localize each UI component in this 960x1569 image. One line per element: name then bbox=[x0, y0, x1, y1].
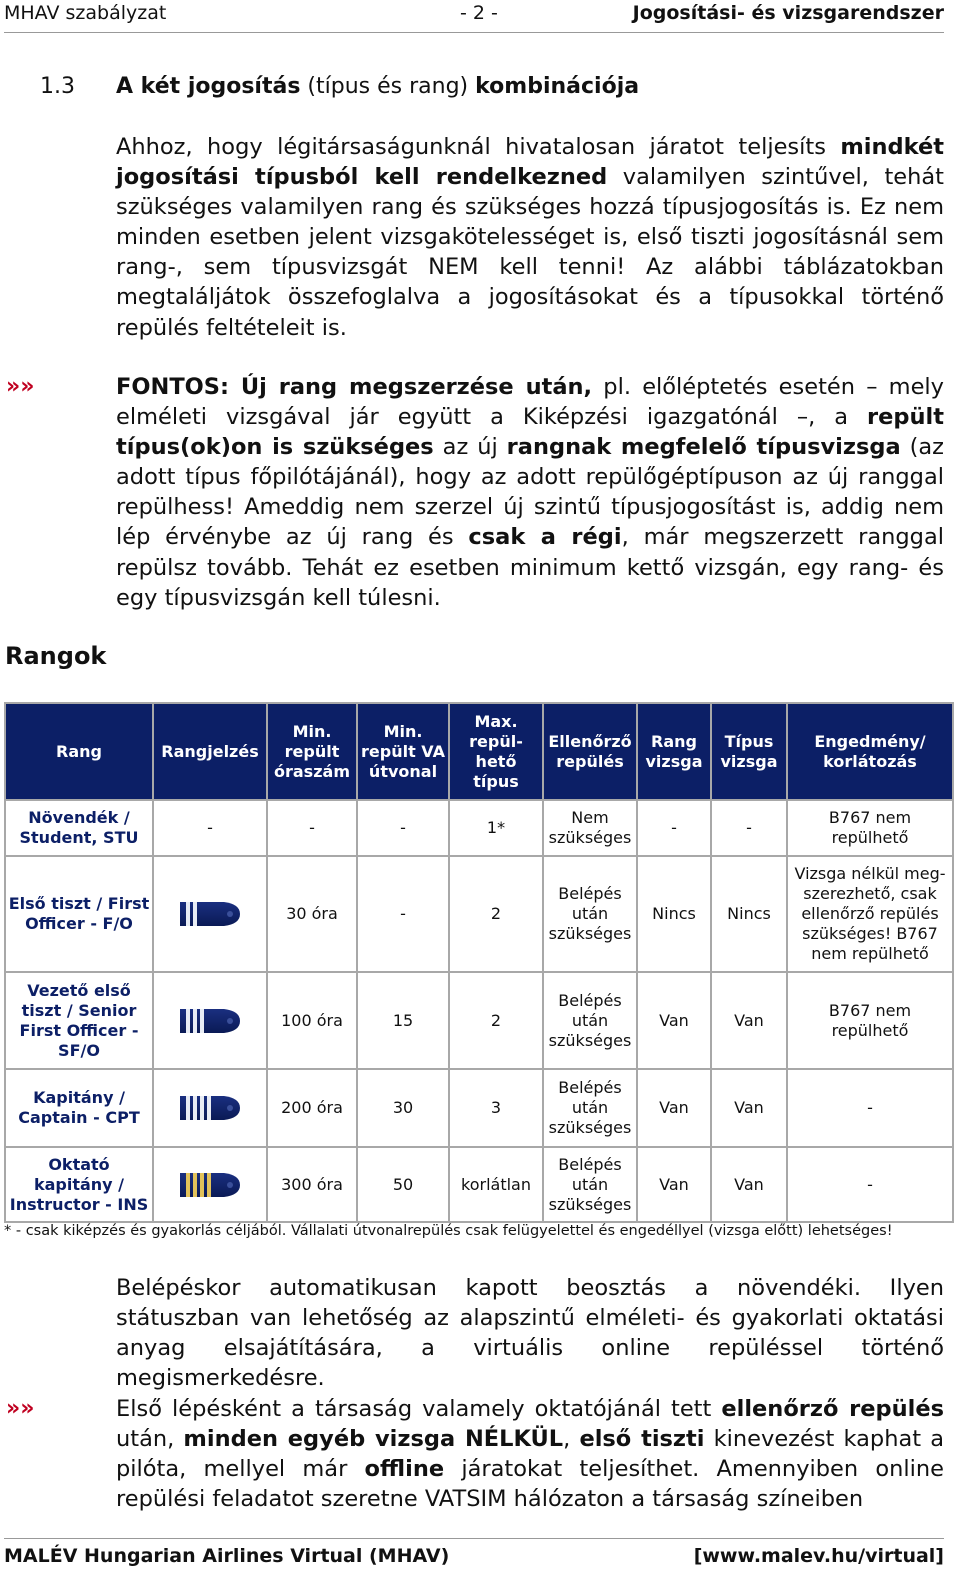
table-row bbox=[5, 856, 953, 972]
first-step-marker: »» bbox=[6, 1396, 35, 1421]
rank-name: Első tiszt / First Officer - F/O bbox=[5, 856, 153, 972]
min-routes: 30 bbox=[357, 1069, 449, 1147]
min-routes: - bbox=[357, 856, 449, 972]
insignia-cell bbox=[153, 856, 267, 972]
rank-name: Vezető első tiszt / Senior First Officer - SF/O bbox=[5, 972, 153, 1069]
col-header-rank: Rang bbox=[5, 703, 153, 800]
type-exam: - bbox=[711, 800, 787, 856]
min-routes: - bbox=[357, 800, 449, 856]
col-header-insignia: Rangjelzés bbox=[153, 703, 267, 800]
min-hours: 300 óra bbox=[267, 1147, 357, 1222]
insignia-cell bbox=[153, 972, 267, 1069]
epaulette-stripe bbox=[193, 1096, 197, 1120]
epaulette-stripe bbox=[193, 1173, 197, 1197]
section-title: A két jogosítás (típus és rang) kombinációja bbox=[116, 74, 640, 99]
min-hours: 30 óra bbox=[267, 856, 357, 972]
insignia-cell bbox=[153, 1147, 267, 1222]
important-marker: »» bbox=[6, 374, 35, 399]
col-header-min-hours: Min. repült óraszám bbox=[267, 703, 357, 800]
intro-paragraph: Ahhoz, hogy légitársaságunknál hivatalosan járatot teljesíts mindkét jogosítási típusból kell rendelkezned valamilyen szintűvel, tehát szükséges valamilyen rang és szükséges hozzá típusjogosítás is. Ez nem minden esetben jelent vizsgakötelességet is, első tiszti jogosításnál sem rang-, sem típusvizsgát NEM kell tenni! Az alábbi táblázatokban megtaláljátok összefoglalva a jogosításokat és a típusokkal történő repülés feltételeit is. bbox=[116, 134, 944, 341]
restriction: B767 nem repülhető bbox=[787, 800, 953, 856]
epaulette-stripe bbox=[200, 1173, 204, 1197]
epaulette-2-stripes-icon bbox=[178, 896, 242, 932]
rank-exam: Nincs bbox=[637, 856, 711, 972]
rank-exam: Van bbox=[637, 1147, 711, 1222]
footer-company: MALÉV Hungarian Airlines Virtual (MHAV) bbox=[4, 1545, 450, 1567]
check-flight: Nem szükséges bbox=[543, 800, 637, 856]
epaulette-stripe bbox=[186, 902, 190, 926]
section-number: 1.3 bbox=[40, 74, 75, 99]
first-step-paragraph: Első lépésként a társaság valamely oktatójánál tett ellenőrző repülés után, minden egyéb vizsga NÉLKÜL, első tiszti kinevezést kaphat a pilóta, mellyel már offline járatokat teljesíthet. Amennyiben online repülési feladatot szeretne VATSIM hálózaton a társaság színeiben bbox=[116, 1396, 944, 1513]
header-chapter-title: Jogosítási- és vizsgarendszer bbox=[632, 2, 944, 24]
ranks-heading: Rangok bbox=[5, 642, 107, 670]
col-header-max-types: Max. repül-hető típus bbox=[449, 703, 543, 800]
type-exam: Van bbox=[711, 1069, 787, 1147]
max-types: 3 bbox=[449, 1069, 543, 1147]
check-flight: Belépés után szükséges bbox=[543, 972, 637, 1069]
student-paragraph: Belépéskor automatikusan kapott beosztás a növendéki. Ilyen státuszban van lehetőség az alapszintű elméleti- és gyakorlati oktatási anyag elsajátítására, a virtuális online repüléssel történő megismerkedésre. bbox=[116, 1275, 944, 1392]
restriction: Vizsga nélkül meg-szerezhető, csak ellenőrző repülés szükséges! B767 nem repülhető bbox=[787, 856, 953, 972]
epaulette-stripe bbox=[207, 1096, 211, 1120]
epaulette-4-stripes-icon bbox=[178, 1090, 242, 1126]
rank-exam: Van bbox=[637, 1069, 711, 1147]
header-page-number: - 2 - bbox=[460, 2, 498, 24]
col-header-restriction: Engedmény/ korlátozás bbox=[787, 703, 953, 800]
check-flight: Belépés után szükséges bbox=[543, 856, 637, 972]
epaulette-stripe bbox=[186, 1009, 190, 1033]
epaulette-stripe bbox=[200, 1009, 204, 1033]
max-types: 2 bbox=[449, 972, 543, 1069]
rank-name: Kapitány / Captain - CPT bbox=[5, 1069, 153, 1147]
epaulette-stripe bbox=[200, 1096, 204, 1120]
insignia-cell bbox=[153, 1069, 267, 1147]
check-flight: Belépés után szükséges bbox=[543, 1147, 637, 1222]
type-exam: Van bbox=[711, 1147, 787, 1222]
epaulette-stripe bbox=[186, 1096, 190, 1120]
header-doc-title: MHAV szabályzat bbox=[4, 2, 167, 24]
epaulette-4-gold-stripes-icon bbox=[178, 1167, 242, 1203]
type-exam: Nincs bbox=[711, 856, 787, 972]
table-row bbox=[5, 972, 953, 1069]
epaulette-button bbox=[227, 1182, 233, 1188]
check-flight: Belépés után szükséges bbox=[543, 1069, 637, 1147]
min-hours: 200 óra bbox=[267, 1069, 357, 1147]
type-exam: Van bbox=[711, 972, 787, 1069]
table-row bbox=[5, 800, 953, 856]
restriction: - bbox=[787, 1069, 953, 1147]
page-header bbox=[4, 0, 944, 33]
min-routes: 50 bbox=[357, 1147, 449, 1222]
footer-url: [www.malev.hu/virtual] bbox=[693, 1545, 944, 1567]
important-paragraph: FONTOS: Új rang megszerzése után, pl. előléptetés esetén – mely elméleti vizsgával jár együtt a Kiképzési igazgatónál –, a repült típus(ok)on is szükséges az új rangnak megfelelő típusvizsga (az adott típus főpilótájánál), hogy az adott repülőgéptípuson az új ranggal repülhess! Ameddig nem szerzel új szintű típusjogosítást is, addig nem lép érvénybe az új rang és csak a régi, már megszerzett ranggal repülsz tovább. Tehát ez esetben minimum kettő vizsgán, egy rang- és egy típusvizsgán kell túlesni. bbox=[116, 374, 944, 611]
col-header-check-flight: Ellenőrző repülés bbox=[543, 703, 637, 800]
min-hours: 100 óra bbox=[267, 972, 357, 1069]
epaulette-stripe bbox=[193, 902, 197, 926]
rank-name: Oktató kapitány / Instructor - INS bbox=[5, 1147, 153, 1222]
insignia-cell: - bbox=[153, 800, 267, 856]
table-row bbox=[5, 1147, 953, 1222]
epaulette-3-stripes-icon bbox=[178, 1003, 242, 1039]
restriction: - bbox=[787, 1147, 953, 1222]
table-footnote: * - csak kiképzés és gyakorlás céljából. Vállalati útvonalrepülés csak felügyelettel és engedéllyel (vizsga előtt) lehetséges! bbox=[4, 1223, 893, 1239]
epaulette-stripe bbox=[186, 1173, 190, 1197]
max-types: 1* bbox=[449, 800, 543, 856]
epaulette-stripe bbox=[193, 1009, 197, 1033]
min-hours: - bbox=[267, 800, 357, 856]
col-header-rank-exam: Rang vizsga bbox=[637, 703, 711, 800]
table-header-row bbox=[5, 703, 953, 800]
epaulette-stripe bbox=[207, 1173, 211, 1197]
max-types: 2 bbox=[449, 856, 543, 972]
epaulette-button bbox=[227, 1105, 233, 1111]
rank-name: Növendék / Student, STU bbox=[5, 800, 153, 856]
rank-exam: - bbox=[637, 800, 711, 856]
min-routes: 15 bbox=[357, 972, 449, 1069]
col-header-min-routes: Min. repült VA útvonal bbox=[357, 703, 449, 800]
rank-exam: Van bbox=[637, 972, 711, 1069]
epaulette-button bbox=[227, 911, 233, 917]
ranks-table bbox=[4, 702, 954, 1223]
max-types: korlátlan bbox=[449, 1147, 543, 1222]
col-header-type-exam: Típus vizsga bbox=[711, 703, 787, 800]
page-footer bbox=[4, 1538, 944, 1569]
epaulette-button bbox=[227, 1018, 233, 1024]
restriction: B767 nem repülhető bbox=[787, 972, 953, 1069]
table-row bbox=[5, 1069, 953, 1147]
